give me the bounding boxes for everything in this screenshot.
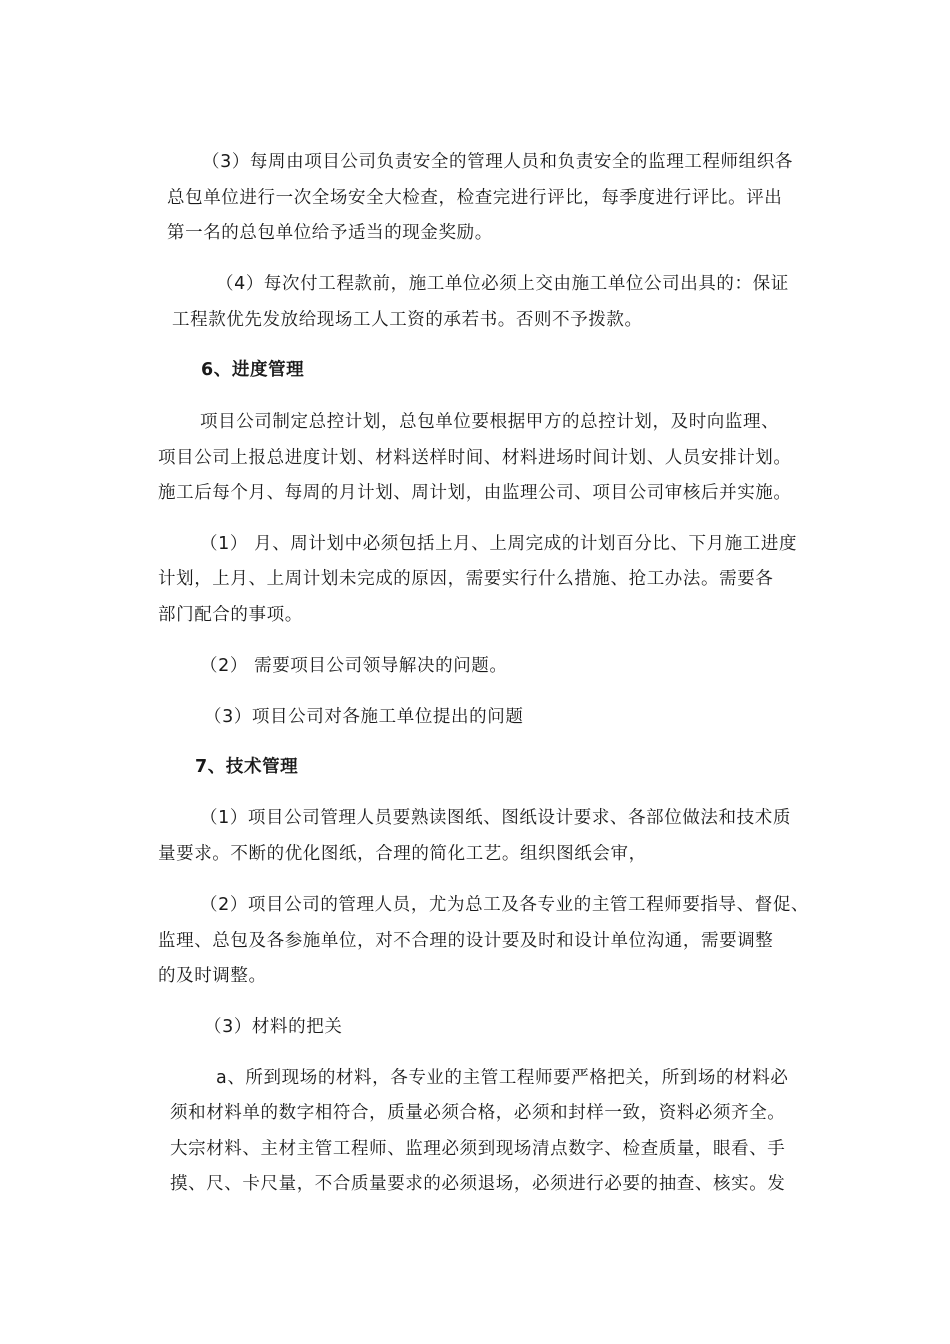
paragraph-line: 量要求。不断的优化图纸，合理的简化工艺。组织图纸会审， [158, 844, 647, 864]
paragraph-line: （3）每周由项目公司负责安全的管理人员和负责安全的监理工程师组织各 [202, 152, 793, 172]
paragraph-line: a、所到现场的材料，各专业的主管工程师要严格把关，所到场的材料必 [216, 1068, 789, 1088]
paragraph-line: 总包单位进行一次全场安全大检查，检查完进行评比，每季度进行评比。评出 [167, 188, 783, 208]
paragraph-line: 施工后每个月、每周的月计划、周计划，由监理公司、项目公司审核后并实施。 [158, 483, 792, 503]
paragraph-line: 项目公司制定总控计划，总包单位要根据甲方的总控计划，及时向监理、 [200, 412, 780, 432]
paragraph-line: （3）材料的把关 [204, 1017, 343, 1037]
paragraph-line: 摸、尺、卡尺量，不合质量要求的必须退场，必须进行必要的抽查、核实。发 [170, 1174, 786, 1194]
paragraph-line: 的及时调整。 [158, 966, 267, 986]
paragraph-line: （2）项目公司的管理人员，尤为总工及各专业的主管工程师要指导、督促、 [200, 895, 810, 915]
paragraph-line: 项目公司上报总进度计划、材料送样时间、材料进场时间计划、人员安排计划。 [158, 448, 792, 468]
section-heading: 6、进度管理 [201, 360, 305, 380]
paragraph-line: （4）每次付工程款前，施工单位必须上交由施工单位公司出具的：保证 [216, 274, 789, 294]
paragraph-line: 部门配合的事项。 [158, 605, 303, 625]
paragraph-line: （3）项目公司对各施工单位提出的问题 [204, 707, 524, 727]
paragraph-line: 大宗材料、主材主管工程师、监理必须到现场清点数字、检查质量，眼看、手 [170, 1139, 786, 1159]
paragraph-line: （1） 月、周计划中必须包括上月、上周完成的计划百分比、下月施工进度 [200, 534, 798, 554]
paragraph-line: 计划，上月、上周计划未完成的原因，需要实行什么措施、抢工办法。需要各 [158, 569, 774, 589]
paragraph-line: 第一名的总包单位给予适当的现金奖励。 [167, 223, 493, 243]
paragraph-line: 监理、总包及各参施单位，对不合理的设计要及时和设计单位沟通，需要调整 [158, 931, 774, 951]
section-heading: 7、技术管理 [195, 757, 299, 777]
paragraph-line: （1）项目公司管理人员要熟读图纸、图纸设计要求、各部位做法和技术质 [200, 808, 791, 828]
paragraph-line: （2） 需要项目公司领导解决的问题。 [200, 656, 508, 676]
paragraph-line: 工程款优先发放给现场工人工资的承若书。否则不予拨款。 [172, 310, 643, 330]
paragraph-line: 须和材料单的数字相符合，质量必须合格，必须和封样一致，资料必须齐全。 [170, 1103, 786, 1123]
